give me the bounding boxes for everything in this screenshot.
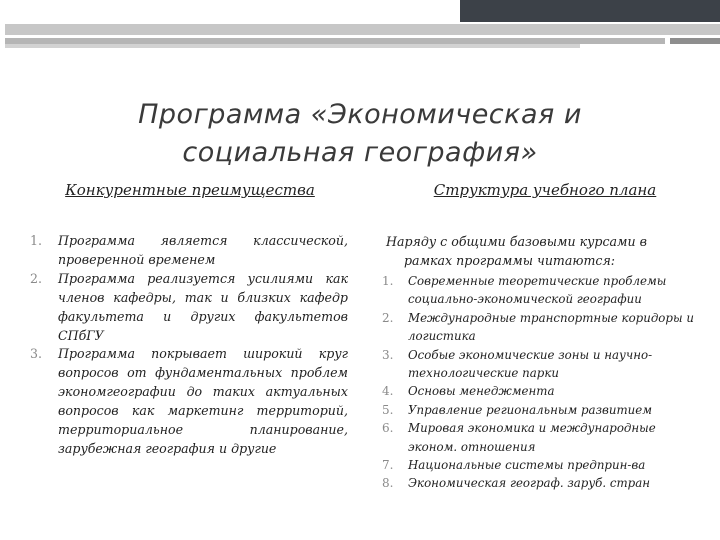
- list-item: [380, 382, 698, 400]
- list-item-text: Особые экономические зоны и научно-технологические парки: [408, 347, 653, 381]
- right-column-heading: Структура учебного плана: [433, 181, 657, 199]
- list-item: [380, 272, 698, 309]
- list-item-number: 1.: [382, 274, 394, 288]
- slide-title-line-2: социальная география»: [182, 137, 538, 168]
- list-item-number: 5.: [382, 402, 394, 417]
- list-item-text: Основы менеджмента: [408, 384, 555, 399]
- curriculum-block: [380, 232, 698, 493]
- list-item-text: Международные транспортные коридоры и логистика: [408, 310, 694, 344]
- top-accent-stripe: [670, 38, 720, 44]
- list-item-text: Национальные системы предприн-ва: [408, 458, 646, 473]
- list-item-text: Современные теоретические проблемы социально-экономической географии: [408, 274, 667, 307]
- top-dark-bar: [460, 0, 720, 22]
- list-item-number: 8.: [382, 476, 394, 491]
- list-item: [380, 309, 698, 346]
- list-item-number: 2.: [30, 270, 43, 286]
- list-item-number: 6.: [382, 421, 394, 436]
- list-item: [380, 419, 698, 456]
- list-item: [380, 456, 698, 474]
- slide-title: [80, 96, 640, 172]
- curriculum-list: [380, 272, 698, 493]
- list-item-number: 7.: [382, 458, 394, 473]
- list-item-text: Программа является классической, проверенной временем: [58, 233, 348, 267]
- list-item: [30, 232, 348, 270]
- list-item-text: Мировая экономика и международные эконом. отношения: [408, 421, 656, 454]
- advantages-list: [30, 232, 348, 459]
- top-light-stripe: [5, 44, 580, 48]
- list-item-text: Управление региональным развитием: [408, 402, 653, 417]
- list-item: [380, 346, 698, 383]
- list-item: [30, 270, 348, 346]
- list-item-text: Программа реализуется усилиями как членов кафедры, так и близких кафедр факультета и других факультетов СПбГУ: [58, 270, 348, 343]
- slide-title-line-1: Программа «Экономическая и: [138, 99, 582, 130]
- list-item-number: 3.: [382, 347, 394, 362]
- list-item-text: Экономическая географ. заруб. стран: [408, 476, 651, 491]
- list-item-number: 2.: [382, 310, 394, 325]
- list-item-text: Программа покрывает широкий круг вопросов от фундаментальных проблем экономгеографии до таких актуальных вопросов как маркетинг территорий, территориальное планирование, зарубежная география и другие: [58, 346, 348, 456]
- list-item: [380, 401, 698, 419]
- list-item-number: 4.: [382, 384, 394, 399]
- curriculum-intro-line-1: Наряду с общими базовыми курсами в: [386, 234, 647, 249]
- list-item: [380, 474, 698, 492]
- curriculum-intro-line-2: рамках программы читаются:: [404, 253, 616, 268]
- left-column-heading: Конкурентные преимущества: [65, 181, 315, 199]
- curriculum-intro: [380, 232, 698, 270]
- list-item-number: 3.: [30, 346, 43, 362]
- list-item: [30, 345, 348, 458]
- list-item-number: 1.: [30, 233, 43, 248]
- top-grey-bar: [5, 24, 720, 35]
